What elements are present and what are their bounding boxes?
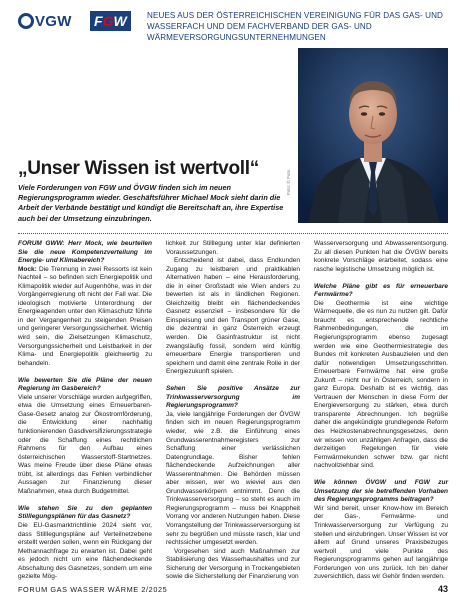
fgw-logo-f: F [94, 13, 103, 29]
paragraph-continued: Wasserversorgung und Abwasserentsorgung. Zu all diesen Punkten hat die ÖVGW bereits konkrete Vorschläge erarbeitet, sodass eine rasche legistische Umsetzung möglich ist. [314, 240, 448, 273]
paragraph-gap [314, 471, 448, 480]
ovgw-logo-ring-icon [18, 13, 34, 29]
question-1: FORUM GWW: Herr Mock, wie beurteilen Sie die neue Kompetenzverteilung im Energie- und Klimabereich? [18, 240, 152, 265]
photo-credit: Foto: © Foto [286, 169, 291, 195]
text-column-1 [18, 240, 152, 582]
section-divider [18, 233, 448, 234]
portrait-illustration [298, 48, 448, 223]
answer-3: Die EU-Gasmarktrichtlinie 2024 sieht vor, dass Stilllegungspläne auf Verteilnetzebene erstellt werden sollen, wenn ein Rückgang der Methannachfrage zu erwarten ist. Dabei geht es jedoch nicht um eine flächendeckende Abschaltung des Gasnetzes, sondern um eine gezielte Mög- [18, 521, 152, 581]
paragraph-gap [18, 496, 152, 505]
answer-1 [18, 266, 152, 369]
fgw-logo-w: W [113, 13, 127, 29]
article-headline: „Unser Wissen ist wertvoll“ [18, 158, 259, 179]
masthead [18, 9, 448, 45]
answer-2: Viele unserer Vorschläge wurden aufgegriffen, etwa die Umsetzung eines Erneuerbaren-Gase-Gesetz analog zur Ökostromförderung, die Entwicklung einer nachhaltig funktionierenden Gasdiversifizierungsstrategie oder die Schaffung eines rechtlichen Rahmens für den Aufbau eines österreichischen Wasserstoff-Startnetzes. Was meine Freude über diese Pläne etwas trübt, ist allerdings das Fehlen verbindlicher Aussagen zur Finanzierung dieser Maßnahmen, etwa durch Budgetmittel. [18, 393, 152, 495]
page-number: 43 [437, 584, 448, 594]
answer-6: Wir sind bereit, unser Know-how im Bereich der Gas-, Fernwärme- und Trinkwasserversorgung zur Verfügung zu stellen und einzubringen. Unser Wissen ist vor allem auf Grund unseres Praxisbezuges wertvoll und viele Punkte des Regierungsprogramms gehen auf langjährige Forderungen von uns zurück. Ich bin daher zuversichtlich, dass wir Gehör finden werden. [314, 504, 448, 581]
masthead-tagline: NEUES AUS DER ÖSTERREICHISCHEN VEREINIGUNG FÜR DAS GAS- UND WASSERFACH UND DEM FACHVERBAND DER GAS- UND WÄRMEVERSORGUNGSUNTERNEHMUNGEN [147, 11, 443, 42]
ovgw-logo [18, 12, 72, 30]
text-column-2 [166, 240, 300, 582]
answer-1-speaker: Mock: [18, 265, 37, 273]
page-footer [18, 585, 448, 597]
answer-4: Ja, viele langjährige Forderungen der ÖVGW finden sich im neuen Regierungsprogramm wieder, wie z.B. die Einführung eines Grundwasserentnahmeregisters zur Schaffung einer verlässlichen Datengrundlage. Bisher fehlen flächendeckende Aufzeichnungen aller Wasserentnahmen. Die Behörden müssen aber wissen, wer wo wieviel aus den Grundwasserkörpern entnimmt. Denn die Trinkwasserversorgung – so steht es auch im Regierungsprogramm – muss bei Knappheit Vorrang vor anderen Nutzungen haben. Diese Vorrangstellung der Trinkwasserversorgung ist sehr zu begrüßen und müsste rasch, klar und rechtssicher umgesetzt werden. [166, 410, 300, 547]
paragraph: Entscheidend ist dabei, dass Endkunden Zugang zu leistbaren und praktikablen Alternativen haben – eine Herausforderung, die in einer Großstadt wie Wien anders zu bewerten ist als in ländlichen Regionen. Gleichzeitig bleibt ein flächendeckendes Gasnetz essenziell – insbesondere für die Einspeisung und den Transport grüner Gase, die dezentral in ganz Österreich erzeugt werden. Die Gasinfrastruktur ist nicht zwangsläufig fossil, sondern wird künftig erneuerbare Energie transportieren und speichern und damit eine zentrale Rolle in der Energiezukunft spielen. [166, 257, 300, 376]
paragraph-gap [18, 368, 152, 377]
footer-publication: FORUM GAS WASSER WÄRME 2/2025 [18, 585, 168, 594]
question-4: Sehen Sie positive Ansätze zur Trinkwasserversorgung im Regierungsprogramm? [166, 385, 300, 410]
paragraph-gap [314, 274, 448, 283]
portrait-photo [298, 48, 448, 223]
paragraph-gap [166, 377, 300, 386]
fgw-logo [90, 11, 131, 31]
question-5: Welche Pläne gibt es für erneuerbare Fernwärme? [314, 282, 448, 299]
paragraph: Vorgesehen sind auch Maßnahmen zur Stabilisierung des Wasserhaushaltes und zur Sicherung der Versorgung in Trockengebieten sowie die Sicherstellung der Finanzierung von [166, 547, 300, 581]
answer-5: Die Geothermie ist eine wichtige Wärmequelle, die es nun zu nutzen gilt. Dafür braucht es entsprechende rechtliche Rahmenbedingungen, die im Regierungsprogramm ebenso zugesagt werden wie eine Geothermiestrategie des Bundes mit konkreten Ausbauzielen und den dafür notwendigen Umsetzungsschritten. Erneuerbare Fernwärme hat eine große Zukunft – nicht nur in Österreich, sondern in ganz Europa. Deshalb ist es wichtig, das Vertrauen der Menschen in diese Form der Energieversorgung zu stärken, etwa durch transparente Abrechnungen. Ich begrüße daher die angekündigte grundlegende Reform des Heizkostenabrechnungsgesetzes, denn wir wissen von unzähligen Anfragen, dass die derzeitigen Regelungen für viele Fernwärmekunden schwer bzw. gar nicht nachvollziehbar sind. [314, 299, 448, 470]
text-column-3 [314, 240, 448, 582]
answer-1-text: Die Trennung in zwei Ressorts ist kein Nachteil – so befinden sich Energiepolitik und Klimapolitik wieder auf Augenhöhe, was in der Vorgängerregierung oft nicht der Fall war. Die ideologisch motivierte Unterordnung der Energieagenden unter den Klimaschutz führte in der Vergangenheit zu steigenden Preisen und geringerer Versorgungssicherheit. Wichtig wird sein, die Zielsetzungen Klimaschutz, Versorgungssicherheit und Leistbarkeit in der Klima- und Energiepolitik gleichwertig zu behandeln. [18, 265, 152, 367]
ovgw-logo-text: VGW [35, 12, 72, 30]
question-2: Wie bewerten Sie die Pläne der neuen Regierung im Gasbereich? [18, 376, 152, 393]
article-lead: Viele Forderungen von FGW und ÖVGW finden sich im neuen Regierungsprogramm wieder. Geschäftsführer Michael Mock sieht darin die Arbeit der Verbände bestätigt und kündigt die Bereitschaft an, ihre Expertise auch bei der Umsetzung einzubringen. [18, 183, 284, 223]
paragraph-continued: lichkeit zur Stilllegung unter klar definierten Voraussetzungen. [166, 240, 300, 256]
fgw-logo-g: G [102, 13, 114, 29]
question-6: Wie können ÖVGW und FGW zur Umsetzung der sie betreffenden Vorhaben des Regierungsprogramms beitragen? [314, 479, 448, 504]
question-3: Wie stehen Sie zu den geplanten Stilllegungsplänen für das Gasnetz? [18, 504, 152, 521]
